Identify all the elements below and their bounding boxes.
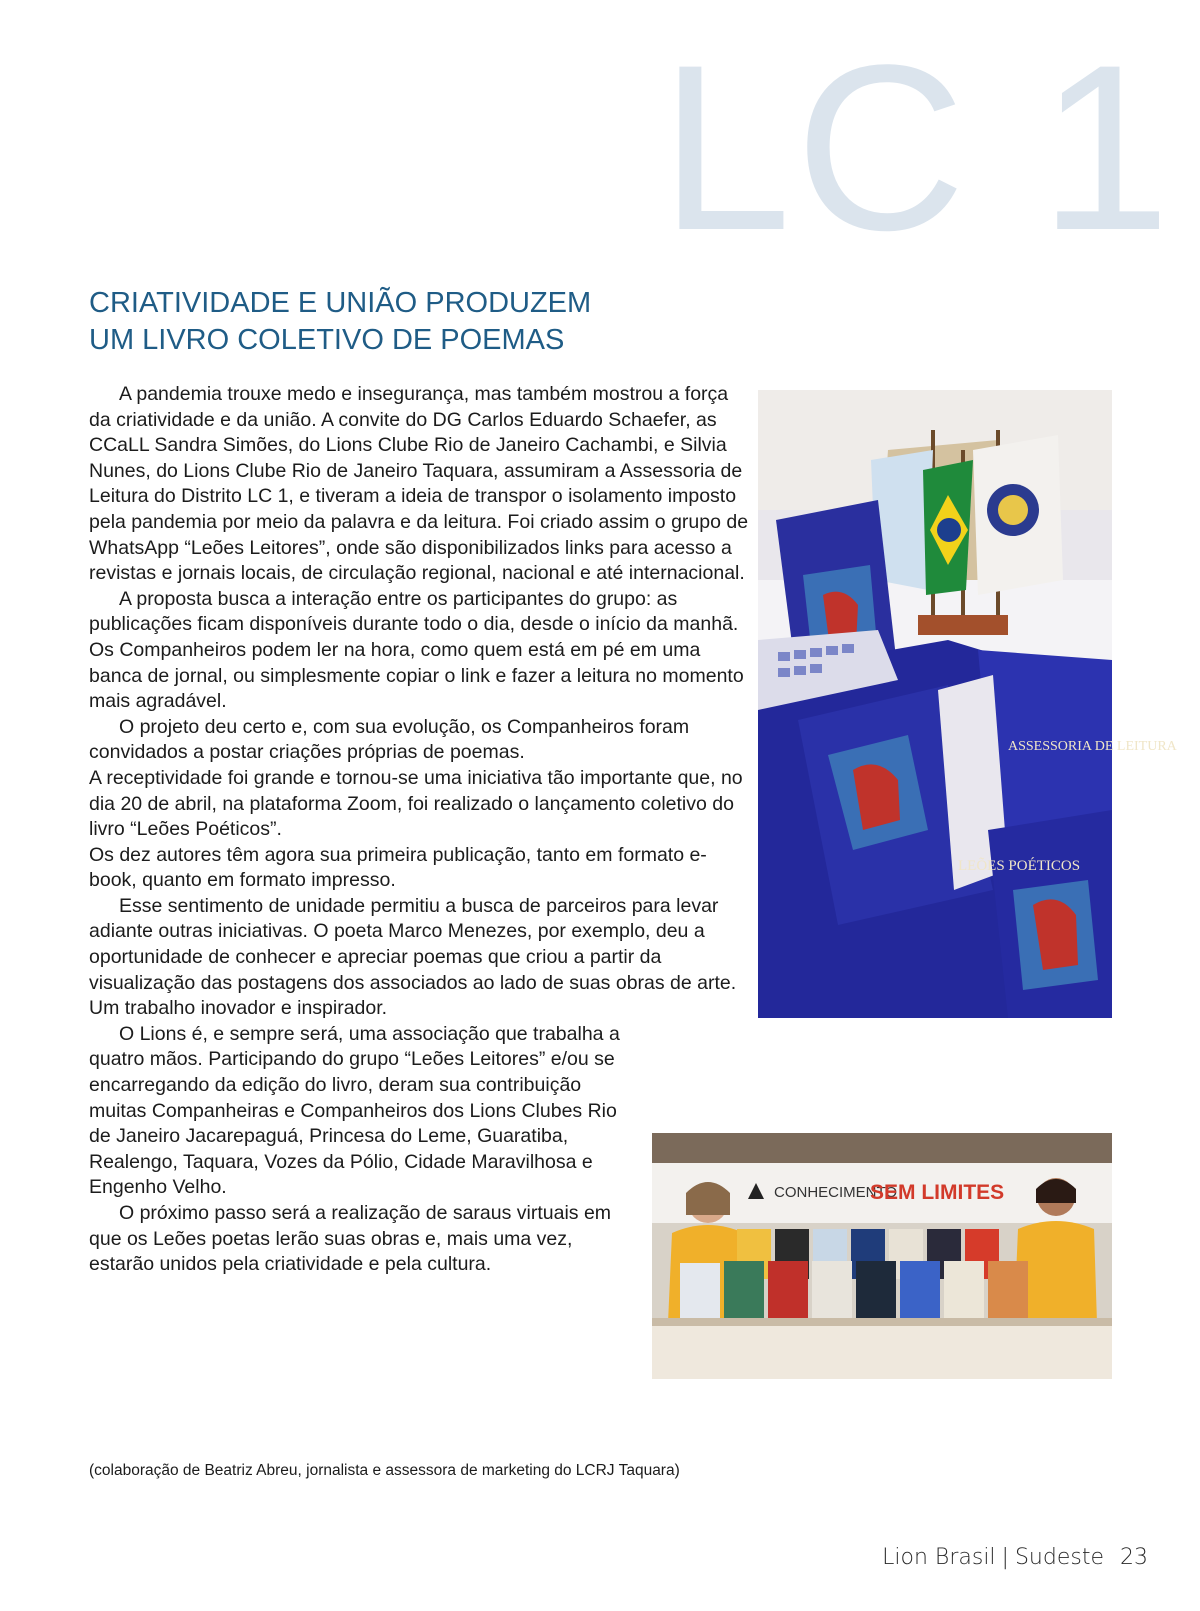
- article-credit: (colaboração de Beatriz Abreu, jornalista e assessora de marketing do LCRJ Taquara): [89, 1462, 680, 1479]
- paragraph-6: O próximo passo será a realização de saraus virtuais em que os Leões poetas lerão suas obras e, mais uma vez, estarão unidos pela criatividade e pela cultura.: [89, 1202, 612, 1276]
- district-watermark: LC 1: [660, 16, 1175, 280]
- footer-region: Sudeste: [1014, 1545, 1104, 1570]
- store-banner-prefix: CONHECIMENTO: [774, 1184, 898, 1201]
- store-banner-highlight: SEM LIMITES: [870, 1181, 1005, 1204]
- headline-line-2: UM LIVRO COLETIVO DE POEMAS: [89, 324, 565, 356]
- page-footer: [882, 1545, 1148, 1570]
- paragraph-2: A proposta busca a interação entre os participantes do grupo: as publicações ficam disponíveis durante todo o dia, desde o início da manhã. Os Companheiros podem ler na hora, como quem está em pé em uma banca de jornal, ou simplesmente copiar o link e fazer a leitura no momento mais agradável.: [89, 587, 744, 713]
- headline-line-1: CRIATIVIDADE E UNIÃO PRODUZEM: [89, 287, 592, 319]
- photo-books-and-flags: [758, 390, 1177, 1018]
- footer-separator: |: [1001, 1545, 1009, 1570]
- article-headline: [89, 285, 709, 359]
- photo-bookstore-display: [652, 1133, 1112, 1379]
- photo-books-illustration: [758, 390, 1177, 1018]
- book-cover-title: ASSESSORIA DE LEITURA: [1008, 739, 1177, 754]
- paragraph-3: O projeto deu certo e, com sua evolução, os Companheiros foram convidados a postar criações próprias de poemas.: [89, 715, 690, 764]
- paragraph-3c: Os dez autores têm agora sua primeira publicação, tanto em formato e-book, quanto em formato impresso.: [89, 843, 707, 892]
- paragraph-1: A pandemia trouxe medo e insegurança, mas também mostrou a força da criatividade e da união. A convite do DG Carlos Eduardo Schaefer, as CCaLL Sandra Simões, do Lions Clube Rio de Janeiro Cachambi, e Silvia Nunes, do Lions Clube Rio de Janeiro Taquara, assumiram a Assessoria de Leitura do Distrito LC 1, e tiveram a ideia de transpor o isolamento imposto pela pandemia por meio da palavra e da leitura. Foi criado assim o grupo de WhatsApp “Leões Leitores”, onde são disponibilizados links para acesso a revistas e jornais locais, de circulação regional, nacional e até internacional.: [89, 383, 749, 585]
- paragraph-3b: A receptividade foi grande e tornou-se uma iniciativa tão importante que, no dia 20 de abril, na plataforma Zoom, foi realizado o lançamento coletivo do livro “Leões Poéticos”.: [89, 766, 743, 841]
- page-number: 23: [1120, 1545, 1148, 1570]
- book-cover-subtitle: LEÕES POÉTICOS: [958, 858, 1081, 874]
- paragraph-5: O Lions é, e sempre será, uma associação que trabalha a quatro mãos. Participando do grupo “Leões Leitores” e/ou se encarregando da edição do livro, deram sua contribuição muitas Companheiras e Companheiros dos Lions Clubes Rio de Janeiro Jacarepaguá, Princesa do Leme, Guaratiba, Realengo, Taquara, Vozes da Pólio, Cidade Maravilhosa e Engenho Velho.: [89, 1022, 620, 1199]
- paragraph-4: Esse sentimento de unidade permitiu a busca de parceiros para levar adiante outras iniciativas. O poeta Marco Menezes, por exemplo, deu a oportunidade de conhecer e apreciar poemas que criou a partir da visualização das postagens dos associados ao lado de suas obras de arte. Um trabalho inovador e inspirador.: [89, 894, 737, 1020]
- footer-magazine: Lion Brasil: [882, 1545, 996, 1570]
- photo-store-illustration: [652, 1133, 1112, 1379]
